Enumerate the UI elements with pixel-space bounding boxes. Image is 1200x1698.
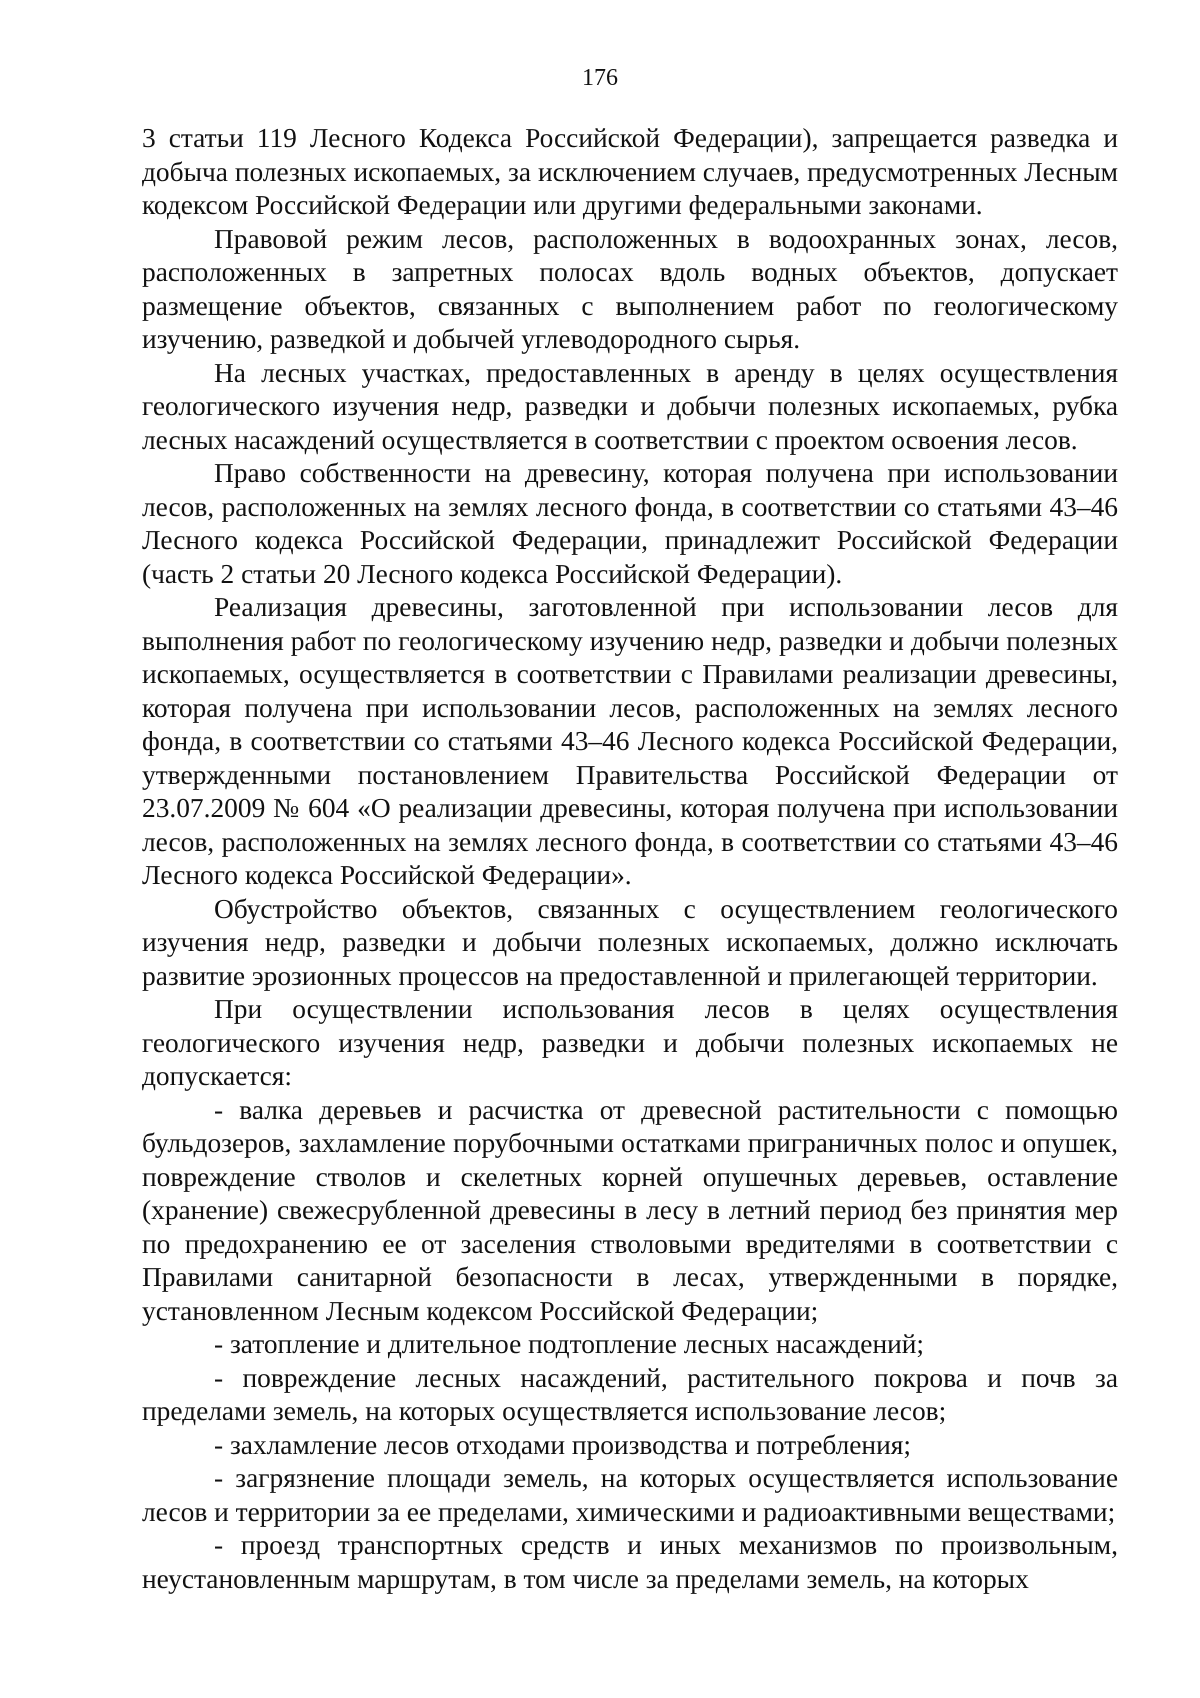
paragraph: При осуществлении использования лесов в целях осуществления геологического изучения недр, разведки и добычи полезных ископаемых не допускается: [142,994,1118,1091]
page-number: 176 [582,65,618,91]
paragraph: Реализация древесины, заготовленной при использовании лесов для выполнения работ по геологическому изучению недр, разведки и добычи полезных ископаемых, осуществляется в соответствии с Правилами реализации древесины, которая получена при использовании лесов, расположенных на землях лесного фонда, в соответствии со статьями 43–46 Лесного кодекса Российской Федерации, утвержденными постановлением Правительства Российской Федерации от 23.07.2009 № 604 «О реализации древесины, которая получена при использовании лесов, расположенных на землях лесного фонда, в соответствии со статьями 43–46 Лесного кодекса Российской Федерации». [142,592,1118,890]
paragraph: Обустройство объектов, связанных с осуществлением геологического изучения недр, разведки и добычи полезных ископаемых, должно исключать развитие эрозионных процессов на предоставленной и прилегающей территории. [142,893,1118,991]
list-item: - захламление лесов отходами производства и потребления; [214,1429,911,1460]
paragraph: 3 статьи 119 Лесного Кодекса Российской Федерации), запрещается разведка и добыча полезных ископаемых, за исключением случаев, предусмотренных Лесным кодексом Российской Федерации или другими федеральными законами. [142,123,1118,220]
list-item: - проезд транспортных средств и иных механизмов по произвольным, неустановленным маршрутам, в том числе за пределами земель, на которых [142,1530,1118,1594]
document-body [142,122,1118,1596]
paragraph: На лесных участках, предоставленных в аренду в целях осуществления геологического изучения недр, разведки и добычи полезных ископаемых, рубка лесных насаждений осуществляется в соответствии с проектом освоения лесов. [142,357,1118,455]
list-item: - повреждение лесных насаждений, растительного покрова и почв за пределами земель, на которых осуществляется использование лесов; [142,1362,1118,1426]
paragraph: Право собственности на древесину, которая получена при использовании лесов, расположенных на землях лесного фонда, в соответствии со статьями 43–46 Лесного кодекса Российской Федерации, принадлежит Российской Федерации (часть 2 статьи 20 Лесного кодекса Российской Федерации). [142,458,1118,589]
paragraph: Правовой режим лесов, расположенных в водоохранных зонах, лесов, расположенных в запретных полосах вдоль водных объектов, допускает размещение объектов, связанных с выполнением работ по геологическому изучению, разведкой и добычей углеводородного сырья. [142,223,1118,354]
list-item: - затопление и длительное подтопление лесных насаждений; [214,1329,925,1359]
list-item: - валка деревьев и расчистка от древесной растительности с помощью бульдозеров, захламление порубочными остатками приграничных полос и опушек, повреждение стволов и скелетных корней опушечных деревьев, оставление (хранение) свежесрубленной древесины в лесу в летний период без принятия мер по предохранению ее от заселения стволовыми вредителями в соответствии с Правилами санитарной безопасности в лесах, утвержденными в порядке, установленном Лесным кодексом Российской Федерации; [142,1094,1118,1326]
list-item: - загрязнение площади земель, на которых осуществляется использование лесов и территории за ее пределами, химическими и радиоактивными веществами; [142,1463,1118,1527]
